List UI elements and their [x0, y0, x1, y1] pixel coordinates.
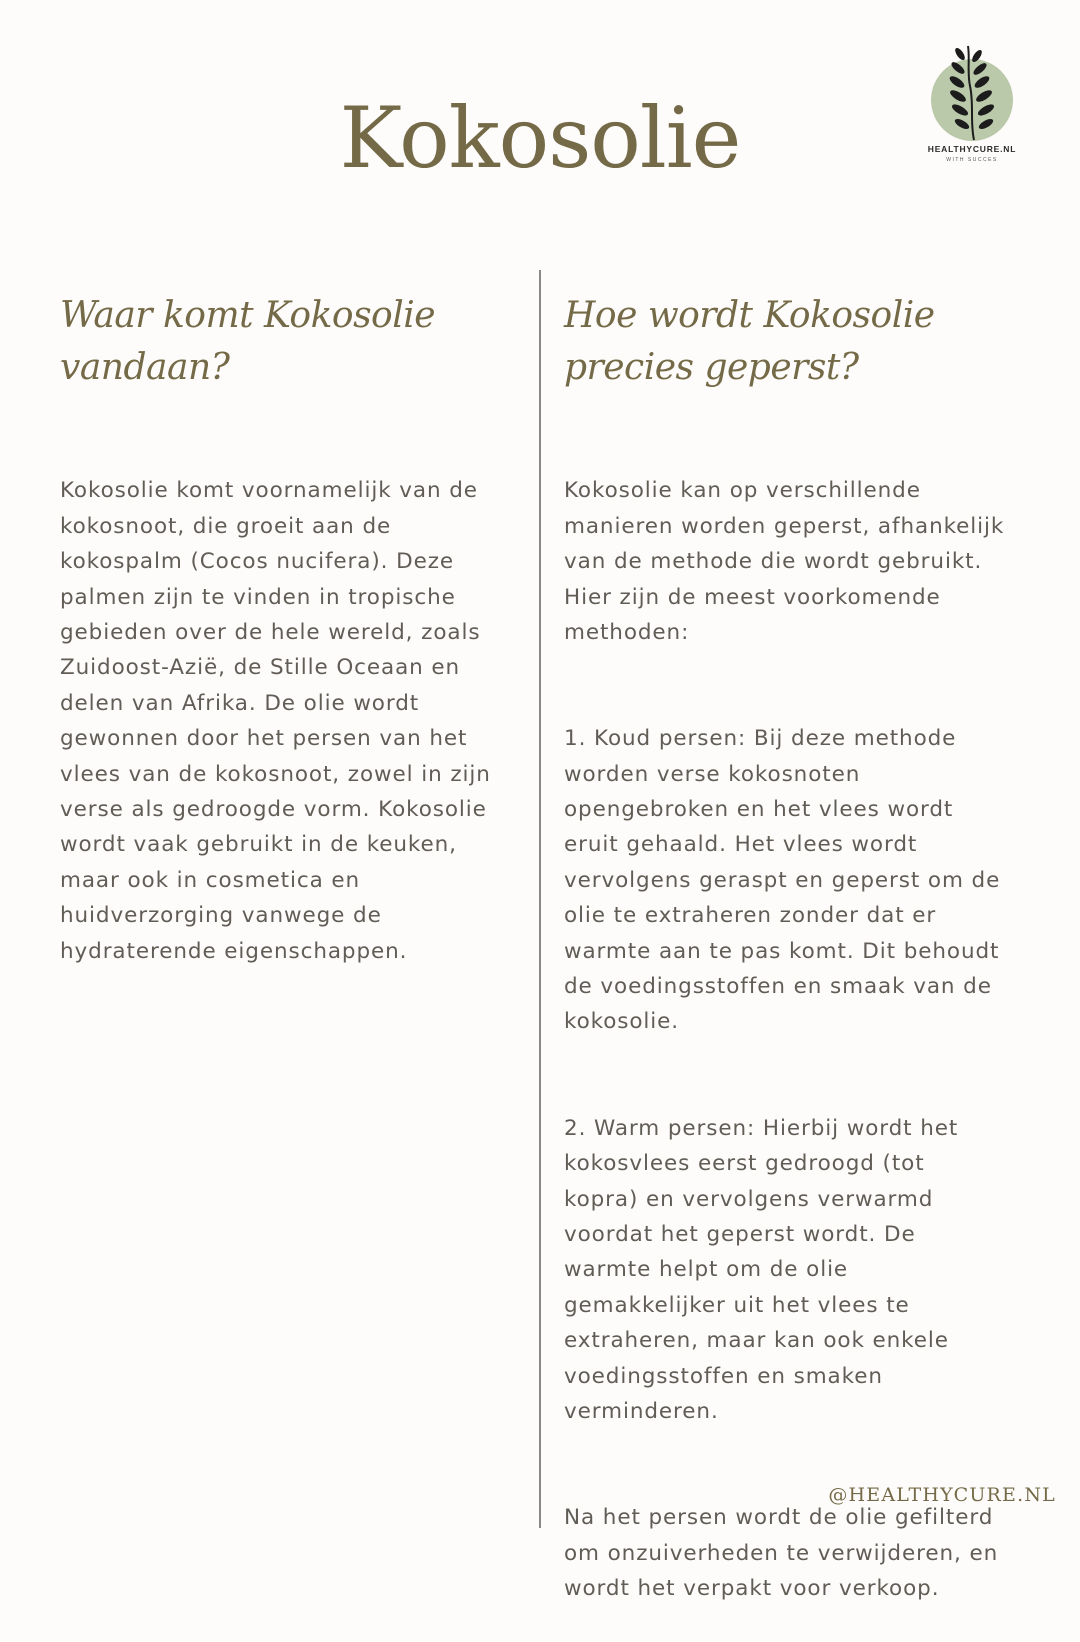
- right-paragraph-intro: Kokosolie kan op verschillende manieren worden geperst, afhankelijk van de methode die wordt gebruikt. Hier zijn de meest voorkomende methoden:: [564, 478, 1005, 646]
- left-heading-line1: Waar komt Kokosolie: [60, 295, 436, 336]
- right-paragraph-cold-pressing: 1. Koud persen: Bij deze methode worden verse kokosnoten opengebroken en het vlees wordt eruit gehaald. Het vlees wordt vervolgens geraspt en geperst om de olie te extraheren zonder dat er warmte aan te pas komt. Dit behoudt de voedingsstoffen en smaak van de kokosolie.: [564, 726, 1001, 1035]
- right-column: [564, 290, 1024, 1642]
- right-heading-line2: precies geperst?: [564, 347, 859, 388]
- logo-tagline: WITH SUCCES: [946, 157, 998, 163]
- left-heading: [60, 290, 510, 394]
- right-paragraph-warm-pressing: 2. Warm persen: Hierbij wordt het kokosvlees eerst gedroogd (tot kopra) en vervolgens verwarmd voordat het geperst wordt. De warmte helpt om de olie gemakkelijker uit het vlees te extraheren, maar kan ook enkele voedingsstoffen en smaken verminderen.: [564, 1115, 959, 1424]
- right-heading: [564, 290, 1024, 394]
- logo-brand: HEALTHYCURE.NL: [927, 144, 1017, 154]
- right-paragraph-filtering: Na het persen wordt de olie gefilterd om onzuiverheden te verwijderen, en wordt het verpakt voor verkoop.: [564, 1505, 999, 1601]
- left-body: [60, 438, 510, 1005]
- left-paragraph: Kokosolie komt voornamelijk van de kokosnoot, die groeit aan de kokospalm (Cocos nucifera). Deze palmen zijn te vinden in tropische gebieden over de hele wereld, zoals Zuidoost-Azië, de Stille Oceaan en delen van Afrika. De olie wordt gewonnen door het persen van het vlees van de kokosnoot, zowel in zijn verse als gedroogde vorm. Kokosolie wordt vaak gebruikt in de keuken, maar ook in cosmetica en huidverzorging vanwege de hydraterende eigenschappen.: [60, 478, 491, 964]
- left-column: [60, 290, 510, 1005]
- page-title: Kokosolie: [339, 89, 741, 187]
- right-body: [564, 438, 1024, 1642]
- left-heading-line2: vandaan?: [60, 347, 230, 388]
- column-divider: [539, 270, 541, 1528]
- right-heading-line1: Hoe wordt Kokosolie: [564, 295, 935, 336]
- logo: [916, 44, 1028, 168]
- footer-handle: @HEALTHYCURE.NL: [828, 1484, 1056, 1506]
- leaf-branch-icon: [930, 44, 1014, 144]
- logo-mark: [930, 44, 1014, 144]
